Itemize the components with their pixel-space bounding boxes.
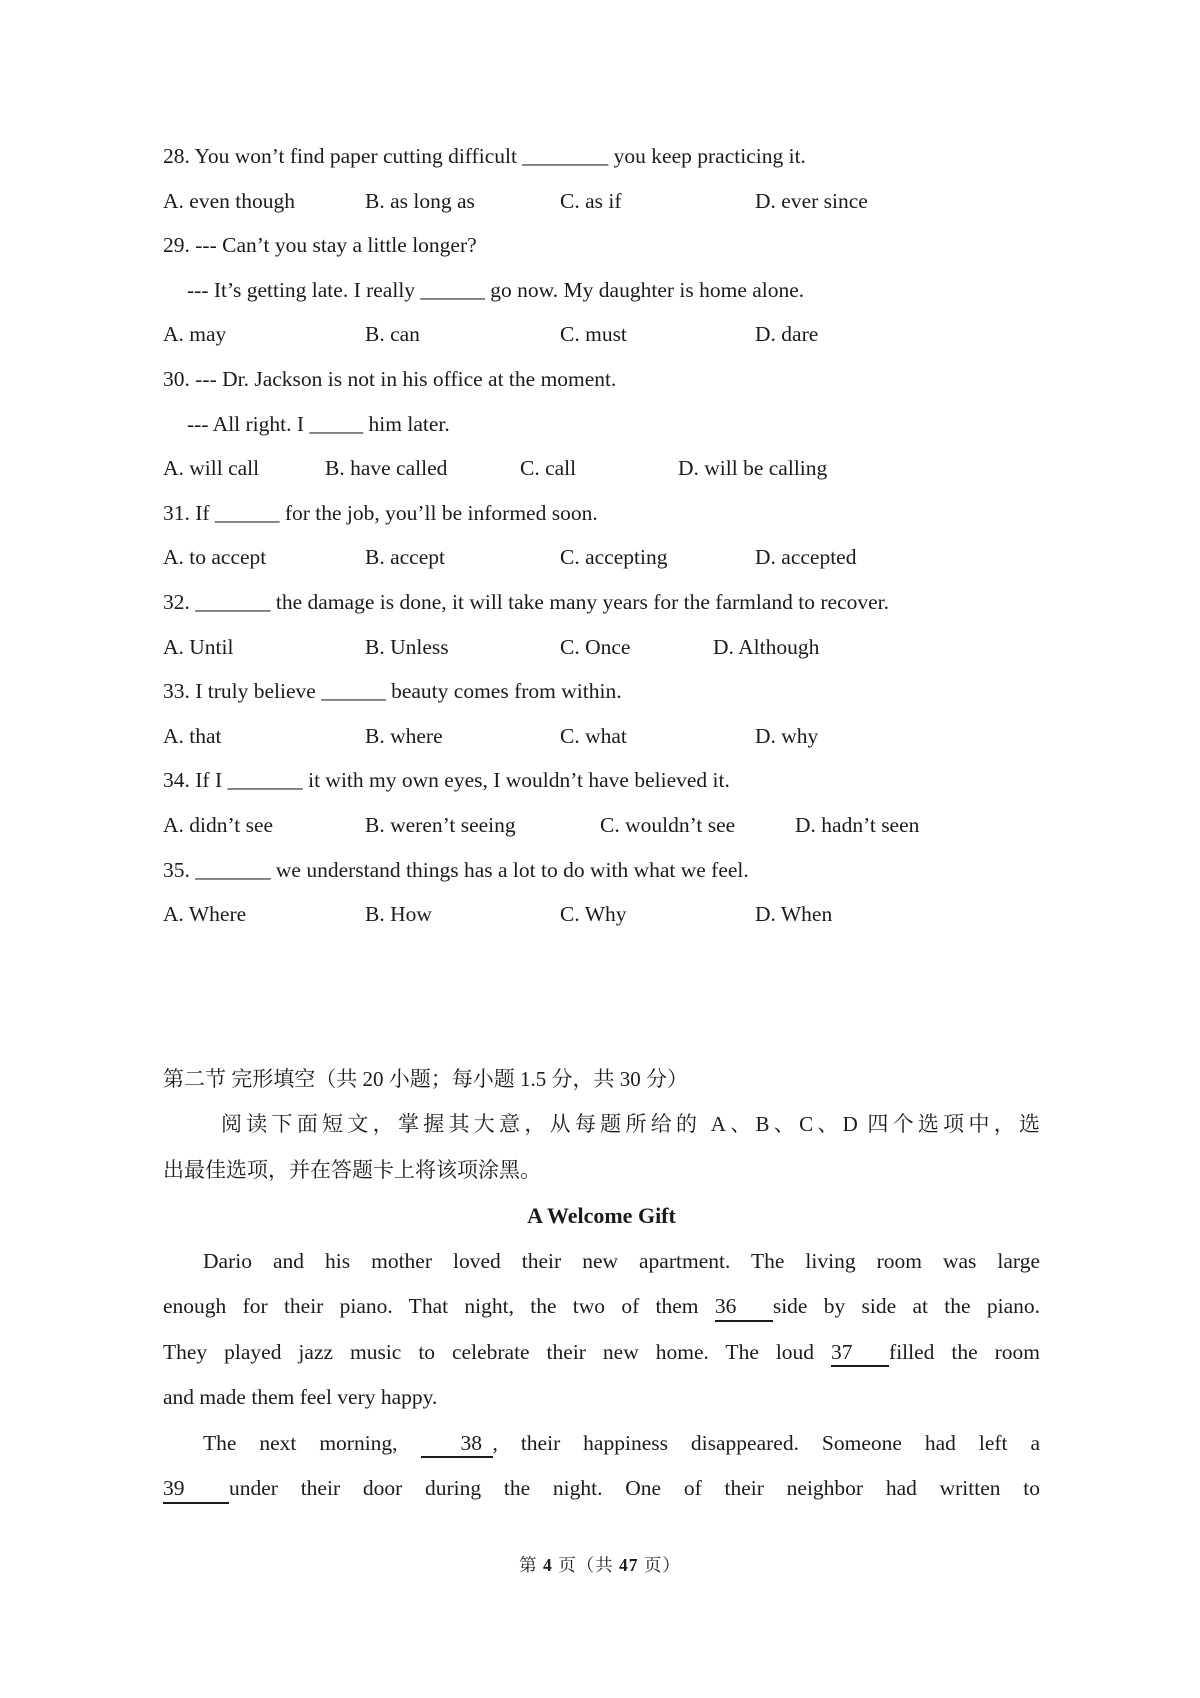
cloze-instructions-line1: 阅读下面短文，掌握其大意，从每题所给的 A、B、C、D 四个选项中，选 [221,1112,1040,1137]
page-footer [0,1552,1200,1577]
passage-para1-line2 [163,1284,1040,1330]
option-32-c: C. Once [560,634,631,659]
option-29-c: C. must [560,322,627,347]
para1-line3-pre: They played jazz music to celebrate their new home. The loud [163,1339,832,1364]
option-35-b: B. How [365,902,432,927]
question-35-text: 35. _______ we understand things has a lot to do with what we feel. [163,857,749,882]
para1-line2-pre: enough for their piano. That night, the two of them [163,1294,715,1319]
passage-para1-line3 [163,1330,1040,1376]
question-29-reply: --- It’s getting late. I really ______ go now. My daughter is home alone. [187,277,805,302]
question-30-text: 30. --- Dr. Jackson is not in his office at the moment. [163,366,617,391]
passage-para1-line4: and made them feel very happy. [163,1385,438,1410]
para1-line3-post: filled the room [889,1339,1040,1364]
cloze-blank-36: 36 [715,1294,773,1322]
cloze-blank-37: 37 [831,1340,889,1368]
option-28-d: D. ever since [755,188,868,213]
passage-para1-line1: Dario and his mother loved their new apartment. The living room was large [203,1248,1040,1273]
option-30-b: B. have called [325,456,448,481]
question-34-text: 34. If I _______ it with my own eyes, I wouldn’t have believed it. [163,768,730,793]
option-33-b: B. where [365,723,443,748]
footer-prefix: 第 [519,1555,543,1575]
option-30-a: A. will call [163,456,260,481]
cloze-blank-38: 38 [421,1431,493,1459]
passage-title: A Welcome Gift [527,1203,676,1229]
question-31-options [163,535,1040,580]
footer-total-pages: 47 [619,1555,639,1575]
question-30-options [163,446,1040,491]
option-34-c: C. wouldn’t see [600,812,736,837]
option-32-a: A. Until [163,634,234,659]
option-30-c: C. call [520,456,577,481]
option-29-d: D. dare [755,322,819,347]
option-28-c: C. as if [560,188,622,213]
option-33-d: D. why [755,723,819,748]
para2-line1-post: , their happiness disappeared. Someone had left a [492,1430,1040,1455]
passage-para2-line1 [163,1421,1040,1467]
cloze-section-title: 第二节 完形填空（共 20 小题；每小题 1.5 分，共 30 分） [163,1066,688,1091]
option-33-a: A. that [163,723,222,748]
question-32-options [163,625,1040,670]
option-29-a: A. may [163,322,227,347]
cloze-blank-39: 39 [163,1476,229,1504]
question-28-options [163,179,1040,224]
para2-line1-pre: The next morning, [203,1430,421,1455]
question-28-text: 28. You won’t find paper cutting difficult ________ you keep practicing it. [163,144,806,168]
question-33-text: 33. I truly believe ______ beauty comes from within. [163,679,622,704]
para2-line2-post: under their door during the night. One of their neighbor had written to [229,1476,1040,1501]
option-34-d: D. hadn’t seen [795,812,920,837]
option-30-d: D. will be calling [678,456,828,481]
footer-suffix: 页） [638,1555,681,1575]
option-32-b: B. Unless [365,634,449,659]
option-34-b: B. weren’t seeing [365,812,516,837]
option-28-b: B. as long as [365,188,475,213]
option-35-a: A. Where [163,902,247,927]
question-32-text: 32. _______ the damage is done, it will take many years for the farmland to recover. [163,589,890,614]
question-31-text: 31. If ______ for the job, you’ll be informed soon. [163,500,598,525]
option-31-d: D. accepted [755,545,857,570]
question-34-options [163,803,1040,848]
option-29-b: B. can [365,322,420,347]
cloze-instructions-line2: 出最佳选项，并在答题卡上将该项涂黑。 [163,1157,541,1182]
option-33-c: C. what [560,723,627,748]
option-35-d: D. When [755,902,833,927]
option-35-c: C. Why [560,902,627,927]
passage-para2-line2 [163,1466,1040,1512]
option-34-a: A. didn’t see [163,812,274,837]
para1-line2-post: side by side at the piano. [772,1294,1040,1319]
option-28-a: A. even though [163,188,295,213]
question-29-options [163,312,1040,357]
question-29-text: 29. --- Can’t you stay a little longer? [163,233,477,258]
footer-middle: 页（共 [552,1555,619,1575]
question-33-options [163,714,1040,759]
option-32-d: D. Although [713,634,820,659]
option-31-c: C. accepting [560,545,668,570]
question-35-options [163,892,1040,937]
page-content [163,134,1040,1512]
footer-page-number: 4 [543,1555,553,1575]
question-30-reply: --- All right. I _____ him later. [187,411,450,436]
option-31-b: B. accept [365,545,445,570]
option-31-a: A. to accept [163,545,267,570]
